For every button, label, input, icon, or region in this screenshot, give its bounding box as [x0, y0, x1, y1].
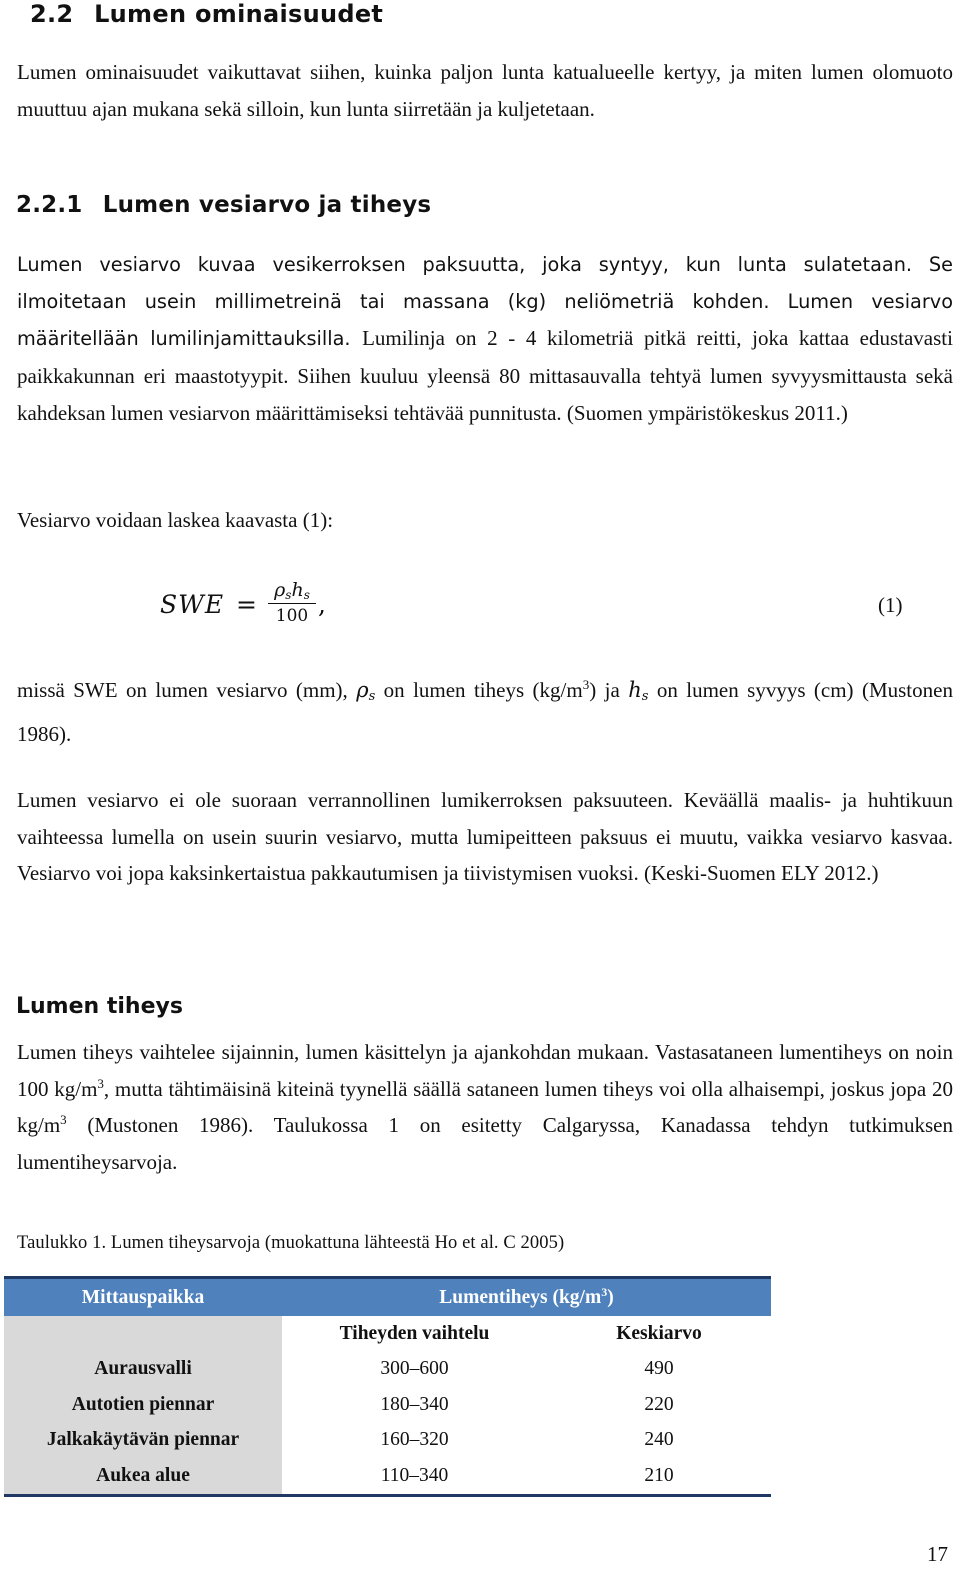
row-range: 300–600: [380, 1358, 449, 1380]
numerator-h: h: [291, 579, 304, 601]
numerator-rho-sub: s: [285, 588, 292, 602]
row-mean: 490: [644, 1358, 674, 1380]
h-symbol: [628, 678, 648, 702]
equation: [160, 578, 920, 638]
subheader-range: Tiheyden vaihtelu: [339, 1322, 490, 1344]
where-text-1: missä SWE on lumen vesiarvo (mm),: [17, 678, 357, 702]
page-number: 17: [927, 1542, 948, 1566]
swe-paragraph-serif-part: Lumilinja on 2 - 4 kilometriä pitkä reitti, joka kattaa edustavasti paikkakunnan eri maastotyypit. Siihen kuuluu yleensä 80 mittasauvalla tehtyä lumen syvyysmittausta sekä kahdeksan lumen vesiarvon määrittämiseksi tehtävää punnitusta. (Suomen ympäristökeskus 2011.): [17, 326, 953, 426]
spring-paragraph: Lumen vesiarvo ei ole suoraan verrannollinen lumikerroksen paksuuteen. Keväällä maalis- ja huhtikuun vaihteessa lumella on usein suurin vesiarvo, mutta lumipeitteen paksuus ei muutu, vaikka vesiarvo kasvaa. Vesiarvo voi jopa kaksinkertaistua pakkautumisen ja tiivistymisen vuoksi. (Keski-Suomen ELY 2012.): [17, 788, 953, 886]
equation-number: (1): [878, 593, 903, 617]
subsection-number: 2.2.1: [16, 192, 83, 218]
table-row: [4, 1458, 771, 1495]
row-place: Autotien piennar: [4, 1387, 282, 1423]
density-sup-1: 3: [97, 1075, 104, 1091]
row-mean: 210: [547, 1458, 771, 1495]
row-place: Jalkakäytävän piennar: [4, 1423, 282, 1459]
table-row: [4, 1352, 771, 1388]
table-row: [4, 1387, 771, 1423]
where-paragraph: [17, 672, 953, 752]
equation-fraction: [268, 578, 316, 627]
equation-equals: =: [236, 590, 257, 619]
density-heading: Lumen tiheys: [16, 994, 183, 1019]
density-text-1: Lumen tiheys vaihtelee sijainnin, lumen käsittelyn ja ajankohdan mukaan. Vastasataneen lumentiheys on noin 100 kg/m: [17, 1040, 953, 1101]
equation-comma: ,: [318, 590, 326, 619]
subheader-empty-cell: [4, 1316, 282, 1352]
equation-denominator: 100: [275, 606, 309, 626]
snow-density-table: [4, 1276, 771, 1497]
formula-intro-paragraph: Vesiarvo voidaan laskea kaavasta (1):: [17, 508, 334, 532]
row-place: Aukea alue: [4, 1458, 282, 1495]
section-title: Lumen ominaisuudet: [94, 0, 384, 28]
header-mittauspaikka: Mittauspaikka: [4, 1278, 282, 1317]
section-heading: [30, 0, 383, 28]
h-sub: s: [641, 689, 649, 704]
swe-paragraph-sans-part: Lumen vesiarvo kuvaa vesikerroksen paksuutta, joka syntyy, kun lunta sulatetaan. Se ilmoitetaan usein millimetreinä tai massana (kg) neliömetriä kohden. Lumen vesiarvo määritellään lumilinjamittauksilla.: [17, 253, 953, 351]
subsection-heading: [16, 192, 431, 218]
table-caption: Taulukko 1. Lumen tiheysarvoja (muokattuna lähteestä Ho et al. C 2005): [17, 1233, 565, 1253]
density-paragraph: [17, 1034, 953, 1180]
where-sup: 3: [582, 677, 590, 692]
intro-paragraph: Lumen ominaisuudet vaikuttavat siihen, kuinka paljon lunta katualueelle kertyy, ja miten lumen olomuoto muuttuu ajan mukana sekä silloin, kun lunta siirretään ja kuljetetaan.: [17, 60, 953, 121]
subheader-mean: Keskiarvo: [616, 1322, 702, 1344]
equation-lhs: SWE: [160, 590, 225, 619]
subsection-title: Lumen vesiarvo ja tiheys: [102, 192, 432, 218]
table-subheader-row: [4, 1316, 771, 1352]
header-lumentiheys-end: ): [607, 1286, 614, 1308]
rho-symbol: [356, 678, 375, 702]
rho-char: ρ: [356, 678, 369, 702]
header-lumentiheys-sup: 3: [601, 1284, 608, 1299]
where-text-3: ) ja: [589, 678, 629, 702]
header-lumentiheys: [282, 1278, 771, 1317]
row-mean: 240: [644, 1429, 674, 1451]
header-lumentiheys-text: Lumentiheys (kg/m: [439, 1286, 602, 1308]
section-number: 2.2: [30, 0, 74, 28]
equation-numerator: [268, 578, 316, 602]
rho-sub: s: [368, 689, 376, 704]
where-text-2: on lumen tiheys (kg/m: [375, 678, 583, 702]
row-range: 160–320: [380, 1429, 449, 1451]
density-sup-2: 3: [60, 1112, 67, 1128]
row-range: 180–340: [380, 1393, 449, 1415]
numerator-rho: ρ: [274, 579, 286, 601]
table-header-row: [4, 1278, 771, 1317]
swe-paragraph: [17, 247, 953, 433]
numerator-h-sub: s: [303, 588, 310, 602]
fraction-bar: [268, 603, 316, 604]
row-place: Aurausvalli: [4, 1352, 282, 1388]
density-text-2: , mutta tähtimäisinä kiteinä tyynellä säällä sataneen lumen tiheys voi olla alhaisempi, joskus jopa 20 kg/m: [17, 1076, 953, 1138]
density-text-3: (Mustonen 1986). Taulukossa 1 on esitetty Calgaryssa, Kanadassa tehdyn tutkimuksen lumentiheysarvoja.: [17, 1113, 953, 1174]
table-row: [4, 1423, 771, 1459]
h-char: h: [628, 678, 642, 702]
where-text-4: on lumen syvyys (cm) (Mustonen 1986).: [17, 678, 953, 746]
row-mean: 220: [644, 1393, 674, 1415]
row-range: 110–340: [282, 1458, 547, 1495]
